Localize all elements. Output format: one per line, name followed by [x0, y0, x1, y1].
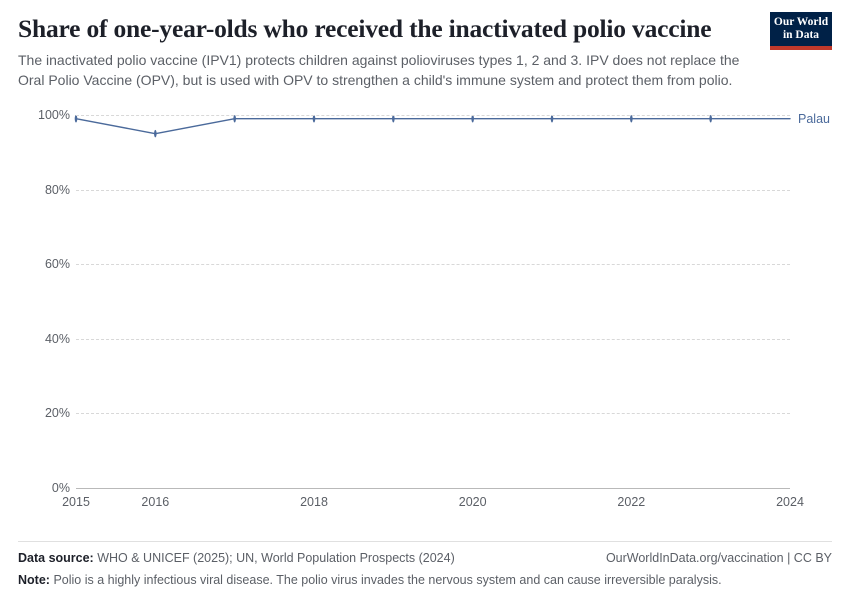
logo-line-2: in Data — [782, 28, 820, 41]
y-axis-tick-label: 80% — [44, 182, 70, 197]
chart-footer — [18, 541, 832, 591]
series-line-palau — [76, 119, 790, 134]
gridline — [76, 115, 790, 116]
x-axis-tick-label: 2020 — [458, 495, 487, 510]
data-source-label: Data source: — [18, 550, 94, 565]
x-axis-tick-label: 2018 — [300, 495, 328, 510]
owid-url-link[interactable]: OurWorldInData.org/vaccination — [605, 550, 784, 565]
data-source — [18, 549, 455, 568]
footer-separator: | — [787, 550, 791, 565]
x-axis-tick-label: 2016 — [141, 495, 170, 510]
data-point-marker — [471, 115, 474, 122]
our-world-in-data-logo[interactable] — [770, 12, 832, 50]
y-axis-tick-label: 0% — [51, 481, 70, 496]
data-point-marker — [233, 115, 236, 122]
footer-divider — [18, 541, 832, 542]
y-axis-tick-label: 40% — [44, 331, 70, 346]
logo-line-1: Our World — [773, 16, 829, 28]
data-point-marker — [630, 115, 633, 122]
series-label-palau[interactable]: Palau — [798, 111, 830, 126]
data-source-text: WHO & UNICEF (2025); UN, World Population Prospects (2024) — [97, 550, 455, 565]
note-text: Polio is a highly infectious viral disease. The polio virus invades the nervous system and can cause irreversible paralysis. — [53, 573, 722, 588]
footer-links — [606, 549, 832, 568]
x-axis-tick-label: 2022 — [617, 495, 646, 510]
y-axis-tick-label: 100% — [38, 108, 70, 123]
data-point-marker — [75, 115, 78, 122]
x-axis-tick-label: 2015 — [62, 495, 90, 510]
chart-note — [18, 571, 832, 590]
gridline — [76, 264, 790, 265]
plot-region — [38, 108, 830, 510]
data-point-marker — [551, 115, 554, 122]
x-axis-tick-label: 2024 — [776, 495, 804, 510]
chart-header — [18, 14, 832, 91]
data-point-marker — [709, 115, 712, 122]
y-axis-tick-label: 60% — [44, 257, 70, 272]
gridline — [76, 339, 790, 340]
data-point-marker — [392, 115, 395, 122]
license-link[interactable]: CC BY — [793, 550, 832, 565]
note-label: Note: — [18, 573, 50, 588]
gridline — [76, 190, 790, 191]
data-point-marker — [154, 130, 157, 137]
footer-source-row — [18, 549, 832, 568]
chart-area — [18, 105, 832, 520]
series-lines — [76, 115, 790, 488]
chart-subtitle: The inactivated polio vaccine (IPV1) protects children against polioviruses types 1, 2 and 3. IPV does not replace the Oral Polio Vaccine (OPV), but is used with OPV to strengthen a child's immune system and protect them from polio. — [18, 52, 740, 89]
data-point-marker — [313, 115, 316, 122]
page-title: Share of one-year-olds who received the inactivated polio vaccine — [18, 14, 712, 43]
y-axis-tick-label: 20% — [44, 406, 70, 421]
gridline — [76, 488, 790, 489]
gridline — [76, 413, 790, 414]
